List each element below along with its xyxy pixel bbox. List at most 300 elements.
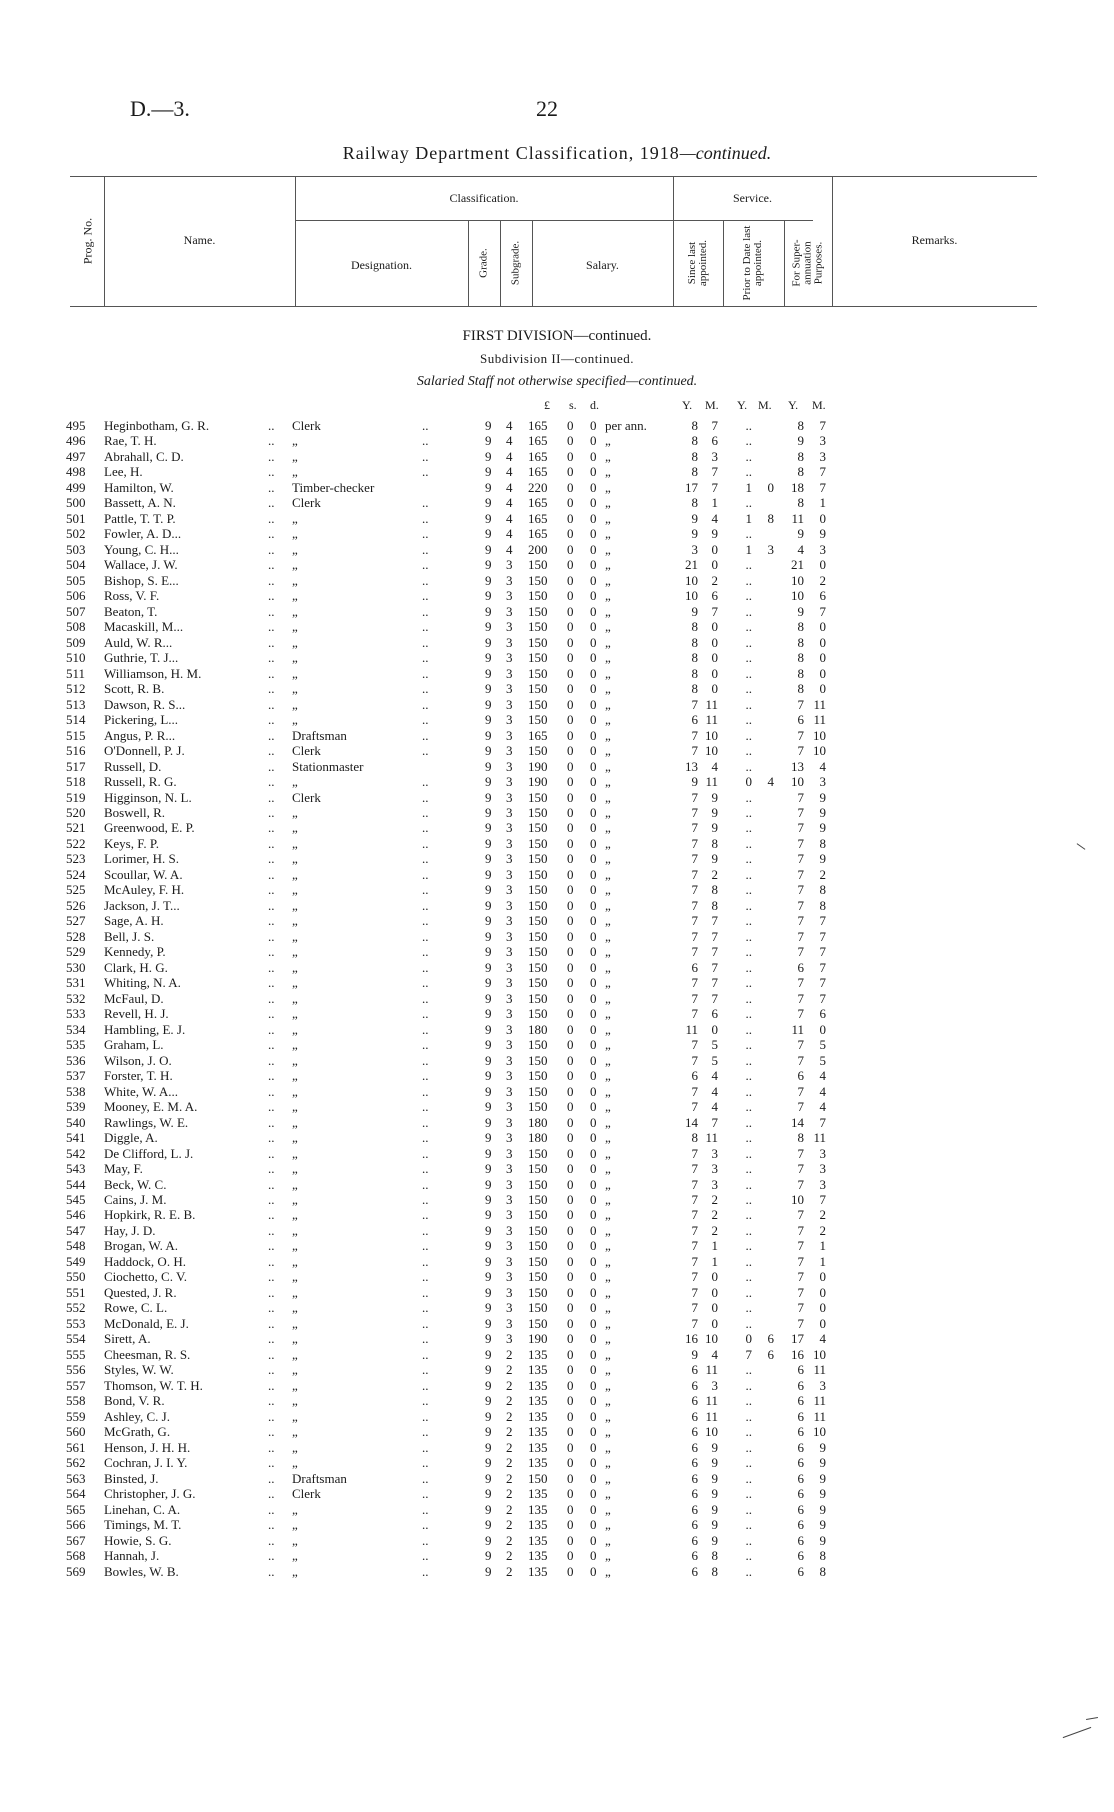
superannuation-years: 7 — [797, 897, 804, 913]
superannuation-years: 7 — [797, 1300, 804, 1316]
designation: Draftsman — [292, 727, 347, 743]
since-last-years: 8 — [691, 634, 698, 650]
subgrade: 3 — [506, 774, 513, 790]
header-top-rule — [70, 176, 1037, 177]
table-row — [0, 1161, 1114, 1177]
leader-dots: .. — [422, 1222, 429, 1238]
col-divider — [784, 220, 785, 306]
salary-pounds: 150 — [528, 990, 548, 1006]
superannuation-years: 21 — [791, 557, 804, 573]
name: Timings, M. T. — [104, 1517, 182, 1533]
name: Pickering, L... — [104, 712, 179, 728]
leader-dots: .. — [422, 928, 429, 944]
prior-months: 3 — [767, 541, 774, 557]
designation: „ — [292, 1161, 298, 1177]
salary-period: „ — [605, 1424, 611, 1440]
salary-shillings: 0 — [567, 588, 574, 604]
superannuation-years: 9 — [797, 526, 804, 542]
since-last-years: 8 — [691, 650, 698, 666]
table-row — [0, 635, 1114, 651]
salary-period: „ — [605, 928, 611, 944]
leader-dots: .. — [268, 1563, 275, 1579]
unit-years: Y. — [682, 398, 693, 412]
designation: Clerk — [292, 418, 321, 433]
superannuation-months: 2 — [819, 572, 826, 588]
prog-no: 567 — [66, 1532, 86, 1548]
leader-dots: .. — [422, 526, 429, 542]
since-last-years: 8 — [691, 681, 698, 697]
since-last-months: 3 — [711, 448, 718, 464]
subgrade: 3 — [506, 1284, 513, 1300]
salary-pence: 0 — [590, 495, 597, 511]
subgrade: 3 — [506, 603, 513, 619]
subgrade: 3 — [506, 727, 513, 743]
salary-shillings: 0 — [567, 418, 574, 433]
leader-dots: .. — [268, 959, 275, 975]
leader-dots: .. — [268, 882, 275, 898]
salary-pounds: 135 — [528, 1455, 548, 1471]
superannuation-months: 0 — [819, 1284, 826, 1300]
leader-dots: .. — [422, 1238, 429, 1254]
salary-period: „ — [605, 990, 611, 1006]
salary-pence: 0 — [590, 1424, 597, 1440]
designation: „ — [292, 619, 298, 635]
salary-period: „ — [605, 1563, 611, 1579]
leader-dots: .. — [268, 1161, 275, 1177]
salary-pence: 0 — [590, 897, 597, 913]
grade: 9 — [485, 1362, 492, 1378]
prior-years: .. — [745, 1284, 752, 1300]
salary-pence: 0 — [590, 820, 597, 836]
prog-no: 501 — [66, 510, 86, 526]
salary-period: „ — [605, 1470, 611, 1486]
salary-pence: 0 — [590, 418, 597, 433]
since-last-years: 7 — [691, 1238, 698, 1254]
subgrade: 3 — [506, 1099, 513, 1115]
name: Haddock, O. H. — [104, 1253, 186, 1269]
grade: 9 — [485, 1083, 492, 1099]
prior-years: .. — [745, 913, 752, 929]
leader-dots: .. — [268, 789, 275, 805]
leader-dots: .. — [422, 1300, 429, 1316]
superannuation-years: 6 — [797, 1377, 804, 1393]
prog-no: 552 — [66, 1300, 86, 1316]
grade: 9 — [485, 774, 492, 790]
salary-shillings: 0 — [567, 1099, 574, 1115]
title-main: Railway Department Classification, 1918 — [342, 143, 680, 163]
superannuation-years: 6 — [797, 1455, 804, 1471]
grade: 9 — [485, 851, 492, 867]
since-last-months: 10 — [705, 743, 718, 759]
salary-pounds: 150 — [528, 1269, 548, 1285]
since-last-months: 7 — [711, 928, 718, 944]
leader-dots: .. — [268, 1455, 275, 1471]
salary-period: „ — [605, 1021, 611, 1037]
prior-years: .. — [745, 1192, 752, 1207]
since-last-years: 7 — [691, 1176, 698, 1192]
subgrade: 2 — [506, 1377, 513, 1393]
name: Quested, J. R. — [104, 1284, 177, 1300]
designation: „ — [292, 1439, 298, 1455]
superannuation-years: 7 — [797, 1238, 804, 1254]
since-last-months: 3 — [711, 1145, 718, 1161]
salary-shillings: 0 — [567, 572, 574, 588]
salary-pounds: 150 — [528, 1222, 548, 1238]
prog-no: 495 — [66, 418, 86, 433]
salary-shillings: 0 — [567, 882, 574, 898]
header-remarks: Remarks. — [911, 233, 958, 247]
prog-no: 569 — [66, 1563, 86, 1579]
leader-dots: .. — [268, 603, 275, 619]
leader-dots: .. — [422, 1006, 429, 1022]
designation: „ — [292, 1099, 298, 1115]
salary-period: „ — [605, 510, 611, 526]
superannuation-months: 4 — [819, 1099, 826, 1115]
since-last-months: 4 — [711, 510, 718, 526]
designation: „ — [292, 1192, 298, 1207]
superannuation-years: 8 — [797, 650, 804, 666]
since-last-years: 7 — [691, 1222, 698, 1238]
since-last-years: 7 — [691, 1161, 698, 1177]
prog-no: 508 — [66, 619, 86, 635]
since-last-months: 6 — [711, 1006, 718, 1022]
leader-dots: .. — [268, 851, 275, 867]
salary-pounds: 150 — [528, 1068, 548, 1084]
salary-shillings: 0 — [567, 1238, 574, 1254]
superannuation-months: 8 — [819, 835, 826, 851]
designation: „ — [292, 634, 298, 650]
subdivision-heading: Subdivision II—continued. — [479, 351, 635, 366]
superannuation-months: 7 — [819, 913, 826, 929]
prior-years: .. — [745, 743, 752, 759]
since-last-years: 7 — [691, 851, 698, 867]
since-last-months: 9 — [711, 789, 718, 805]
table-row — [0, 1006, 1114, 1022]
salary-shillings: 0 — [567, 1006, 574, 1022]
prior-years: .. — [745, 1517, 752, 1533]
name: Guthrie, T. J... — [104, 650, 179, 666]
salary-pence: 0 — [590, 603, 597, 619]
salary-period: „ — [605, 1114, 611, 1130]
designation: „ — [292, 510, 298, 526]
since-last-years: 9 — [691, 774, 698, 790]
salary-shillings: 0 — [567, 1408, 574, 1424]
salary-shillings: 0 — [567, 928, 574, 944]
since-last-months: 2 — [711, 1222, 718, 1238]
since-last-years: 7 — [691, 1083, 698, 1099]
superannuation-months: 0 — [819, 619, 826, 635]
grade: 9 — [485, 712, 492, 728]
since-last-years: 7 — [691, 1052, 698, 1068]
subgrade: 2 — [506, 1548, 513, 1564]
since-last-months: 0 — [711, 1315, 718, 1331]
subgrade: 3 — [506, 866, 513, 882]
since-last-years: 7 — [691, 928, 698, 944]
prior-years: .. — [745, 1238, 752, 1254]
superannuation-years: 6 — [797, 1362, 804, 1378]
table-row — [0, 619, 1114, 635]
leader-dots: .. — [268, 1362, 275, 1378]
since-last-years: 7 — [691, 1300, 698, 1316]
salary-shillings: 0 — [567, 913, 574, 929]
name: Keys, F. P. — [104, 835, 159, 851]
salary-pounds: 150 — [528, 712, 548, 728]
prior-years: .. — [745, 526, 752, 542]
grade: 9 — [485, 944, 492, 960]
salary-period: „ — [605, 696, 611, 712]
superannuation-months: 9 — [819, 1517, 826, 1533]
prior-years: .. — [745, 835, 752, 851]
since-last-years: 7 — [691, 1253, 698, 1269]
superannuation-years: 8 — [797, 418, 804, 433]
document-id: D.—3. — [130, 96, 190, 121]
designation: „ — [292, 975, 298, 991]
leader-dots: .. — [268, 1083, 275, 1099]
subgrade: 4 — [506, 510, 513, 526]
name: O'Donnell, P. J. — [104, 743, 185, 759]
leader-dots: .. — [268, 1238, 275, 1254]
name: Howie, S. G. — [104, 1532, 172, 1548]
since-last-years: 13 — [685, 758, 698, 774]
header-since-last: Since last appointed. — [686, 239, 709, 287]
prog-no: 532 — [66, 990, 86, 1006]
table-row — [0, 1440, 1114, 1456]
prior-years: .. — [745, 1037, 752, 1053]
subgrade: 3 — [506, 851, 513, 867]
prior-years: .. — [745, 1408, 752, 1424]
table-row — [0, 449, 1114, 465]
name: Christopher, J. G. — [104, 1486, 196, 1502]
leader-dots: .. — [422, 1114, 429, 1130]
leader-dots: .. — [268, 866, 275, 882]
salary-pence: 0 — [590, 882, 597, 898]
grade: 9 — [485, 588, 492, 604]
subgrade: 2 — [506, 1362, 513, 1378]
leader-dots: .. — [268, 510, 275, 526]
since-last-years: 6 — [691, 1393, 698, 1409]
prior-years: .. — [745, 1052, 752, 1068]
grade: 9 — [485, 1238, 492, 1254]
designation: „ — [292, 526, 298, 542]
prior-years: .. — [745, 1269, 752, 1285]
leader-dots: .. — [422, 1068, 429, 1084]
prog-no: 496 — [66, 433, 86, 449]
since-last-years: 6 — [691, 1424, 698, 1440]
salary-period: „ — [605, 1393, 611, 1409]
salary-shillings: 0 — [567, 835, 574, 851]
superannuation-years: 7 — [797, 1052, 804, 1068]
salary-pounds: 200 — [528, 541, 548, 557]
salary-period: „ — [605, 1253, 611, 1269]
prog-no: 520 — [66, 805, 86, 820]
superannuation-years: 7 — [797, 851, 804, 867]
leader-dots: .. — [268, 1315, 275, 1331]
salary-period: „ — [605, 975, 611, 991]
superannuation-months: 0 — [819, 634, 826, 650]
table-row — [0, 666, 1114, 682]
salary-shillings: 0 — [567, 1393, 574, 1409]
table-row — [0, 836, 1114, 852]
subgrade: 3 — [506, 928, 513, 944]
name: Diggle, A. — [104, 1130, 158, 1146]
since-last-years: 16 — [685, 1331, 698, 1347]
division-heading: FIRST DIVISION—continued. — [462, 328, 652, 344]
since-last-months: 0 — [711, 1269, 718, 1285]
prior-years: .. — [745, 572, 752, 588]
leader-dots: .. — [268, 1099, 275, 1115]
leader-dots: .. — [422, 805, 429, 820]
prior-years: .. — [745, 1006, 752, 1022]
table-row — [0, 418, 1114, 434]
superannuation-years: 11 — [791, 510, 804, 526]
margin-mark — [1063, 1727, 1092, 1738]
grade: 9 — [485, 433, 492, 449]
prior-years: .. — [745, 634, 752, 650]
prior-years: 7 — [745, 1346, 752, 1362]
superannuation-years: 6 — [797, 1486, 804, 1502]
salary-pounds: 135 — [528, 1548, 548, 1564]
since-last-years: 6 — [691, 1068, 698, 1084]
salary-pounds: 150 — [528, 944, 548, 960]
prior-months: 0 — [767, 479, 774, 495]
salary-pence: 0 — [590, 541, 597, 557]
since-last-months: 8 — [711, 1563, 718, 1579]
salary-shillings: 0 — [567, 1176, 574, 1192]
name: Scoullar, W. A. — [104, 866, 183, 882]
salary-pounds: 150 — [528, 928, 548, 944]
salary-pence: 0 — [590, 681, 597, 697]
leader-dots: .. — [268, 1393, 275, 1409]
superannuation-years: 8 — [797, 464, 804, 480]
leader-dots: .. — [268, 433, 275, 449]
superannuation-years: 11 — [791, 1021, 804, 1037]
grade: 9 — [485, 665, 492, 681]
superannuation-years: 6 — [797, 1439, 804, 1455]
grade: 9 — [485, 990, 492, 1006]
salary-pence: 0 — [590, 1408, 597, 1424]
prior-years: .. — [745, 1563, 752, 1579]
unit-months: M. — [705, 398, 719, 412]
salary-pence: 0 — [590, 1161, 597, 1177]
superannuation-years: 6 — [797, 1408, 804, 1424]
superannuation-months: 11 — [813, 1393, 826, 1409]
salary-pence: 0 — [590, 1068, 597, 1084]
since-last-months: 11 — [705, 1130, 718, 1146]
leader-dots: .. — [268, 1114, 275, 1130]
grade: 9 — [485, 1300, 492, 1316]
superannuation-months: 9 — [819, 1455, 826, 1471]
leader-dots: .. — [422, 959, 429, 975]
superannuation-years: 7 — [797, 928, 804, 944]
salary-pounds: 135 — [528, 1393, 548, 1409]
salary-pounds: 150 — [528, 650, 548, 666]
table-row — [0, 573, 1114, 589]
salary-period: „ — [605, 1331, 611, 1347]
leader-dots: .. — [268, 1192, 275, 1207]
since-last-years: 8 — [691, 1130, 698, 1146]
subgrade: 2 — [506, 1532, 513, 1548]
subgrade: 2 — [506, 1486, 513, 1502]
grade: 9 — [485, 1377, 492, 1393]
since-last-months: 9 — [711, 1517, 718, 1533]
salary-shillings: 0 — [567, 774, 574, 790]
leader-dots: .. — [268, 1424, 275, 1440]
leader-dots: .. — [268, 1006, 275, 1022]
designation: „ — [292, 712, 298, 728]
prog-no: 559 — [66, 1408, 86, 1424]
header-service: Service. — [733, 191, 772, 205]
salary-pounds: 150 — [528, 1161, 548, 1177]
name: Higginson, N. L. — [104, 789, 192, 805]
leader-dots: .. — [422, 1099, 429, 1115]
name: Wilson, J. O. — [104, 1052, 172, 1068]
table-row — [0, 681, 1114, 697]
grade: 9 — [485, 1393, 492, 1409]
table-row — [0, 542, 1114, 558]
salary-shillings: 0 — [567, 743, 574, 759]
leader-dots: .. — [268, 1439, 275, 1455]
salary-pence: 0 — [590, 1331, 597, 1347]
salary-pounds: 135 — [528, 1563, 548, 1579]
grade: 9 — [485, 1145, 492, 1161]
subgrade: 3 — [506, 681, 513, 697]
superannuation-years: 7 — [797, 1006, 804, 1022]
grade: 9 — [485, 1222, 492, 1238]
leader-dots: .. — [422, 557, 429, 573]
grade: 9 — [485, 1161, 492, 1177]
leader-dots: .. — [422, 1393, 429, 1409]
prog-no: 539 — [66, 1099, 86, 1115]
superannuation-months: 2 — [819, 866, 826, 882]
grade: 9 — [485, 1548, 492, 1564]
prior-years: .. — [745, 805, 752, 820]
leader-dots: .. — [422, 913, 429, 929]
subgrade: 4 — [506, 433, 513, 449]
salary-pounds: 150 — [528, 1192, 548, 1207]
prog-no: 544 — [66, 1176, 86, 1192]
grade: 9 — [485, 557, 492, 573]
subgrade: 3 — [506, 665, 513, 681]
subgrade: 3 — [506, 1222, 513, 1238]
since-last-years: 7 — [691, 913, 698, 929]
since-last-years: 8 — [691, 619, 698, 635]
salary-pounds: 180 — [528, 1021, 548, 1037]
name: Heginbotham, G. R. — [104, 418, 210, 433]
table-row — [0, 975, 1114, 991]
superannuation-years: 10 — [791, 588, 804, 604]
salary-pounds: 150 — [528, 557, 548, 573]
since-last-years: 7 — [691, 975, 698, 991]
superannuation-months: 11 — [813, 1130, 826, 1146]
prior-years: .. — [745, 1377, 752, 1393]
name: Beck, W. C. — [104, 1176, 167, 1192]
salary-period: „ — [605, 820, 611, 836]
subgrade: 4 — [506, 541, 513, 557]
since-last-years: 17 — [685, 479, 698, 495]
since-last-months: 2 — [711, 1192, 718, 1207]
since-last-years: 8 — [691, 665, 698, 681]
leader-dots: .. — [422, 1021, 429, 1037]
since-last-years: 7 — [691, 1145, 698, 1161]
salary-period: „ — [605, 1130, 611, 1146]
leader-dots: .. — [268, 913, 275, 929]
salary-pence: 0 — [590, 866, 597, 882]
salary-pounds: 150 — [528, 634, 548, 650]
since-last-months: 0 — [711, 650, 718, 666]
grade: 9 — [485, 758, 492, 774]
leader-dots: .. — [268, 588, 275, 604]
since-last-months: 4 — [711, 1346, 718, 1362]
